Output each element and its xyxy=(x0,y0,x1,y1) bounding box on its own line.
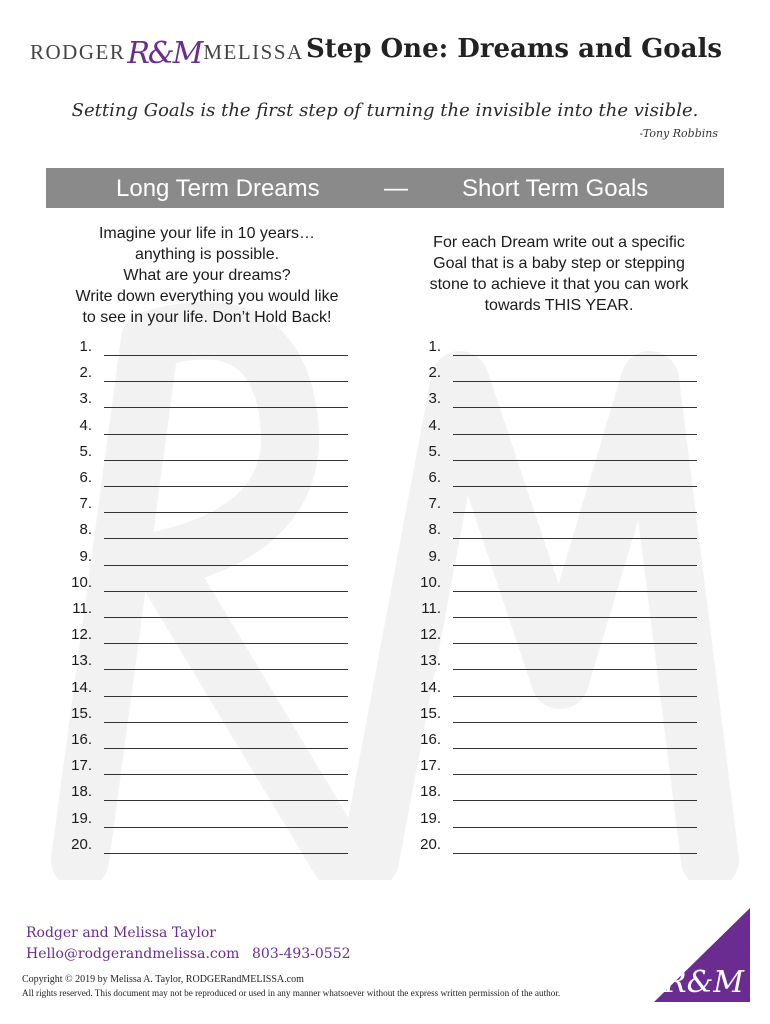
goal-list-item xyxy=(397,757,707,783)
dream-list-item xyxy=(48,626,358,652)
write-in-line[interactable] xyxy=(453,460,697,461)
write-in-line[interactable] xyxy=(453,381,697,382)
dream-list-item xyxy=(48,338,358,364)
write-in-line[interactable] xyxy=(104,722,348,723)
goal-list-item xyxy=(397,574,707,600)
item-number: 12. xyxy=(420,626,441,644)
item-number: 1. xyxy=(79,338,92,355)
item-number: 10. xyxy=(71,573,92,591)
dream-list-item xyxy=(48,574,358,600)
dream-list-item xyxy=(48,469,358,495)
goal-list-item xyxy=(397,626,707,652)
item-number: 13. xyxy=(71,652,92,670)
page-title: Step One: Dreams and Goals xyxy=(305,34,722,64)
item-number: 17. xyxy=(420,757,441,775)
dream-list-item xyxy=(48,443,358,469)
write-in-line[interactable] xyxy=(453,486,697,487)
item-number: 13. xyxy=(420,652,441,670)
goal-list-item xyxy=(397,548,707,574)
write-in-line[interactable] xyxy=(453,643,697,644)
goal-list-item xyxy=(397,836,707,862)
write-in-line[interactable] xyxy=(453,407,697,408)
item-number: 16. xyxy=(71,731,92,748)
goal-list-item xyxy=(397,521,707,547)
goal-list-item xyxy=(397,705,707,731)
item-number: 12. xyxy=(71,626,92,644)
write-in-line[interactable] xyxy=(104,381,348,382)
item-number: 14. xyxy=(420,678,441,696)
item-number: 14. xyxy=(71,678,92,696)
item-number: 5. xyxy=(428,442,441,460)
item-number: 6. xyxy=(428,469,441,486)
footer-email-link[interactable]: Hello@rodgerandmelissa.com xyxy=(26,946,240,962)
item-number: 3. xyxy=(428,390,441,408)
short-term-instructions xyxy=(400,232,718,316)
write-in-line[interactable] xyxy=(453,617,697,618)
write-in-line[interactable] xyxy=(104,434,348,435)
write-in-line[interactable] xyxy=(453,853,697,854)
write-in-line[interactable] xyxy=(104,748,348,749)
goal-list-item xyxy=(397,443,707,469)
corner-logo xyxy=(654,908,750,1002)
dream-list-item xyxy=(48,783,358,809)
goal-list-item xyxy=(397,810,707,836)
dream-list-item xyxy=(48,705,358,731)
item-number: 2. xyxy=(79,364,92,382)
brand-logo xyxy=(30,32,304,71)
item-number: 11. xyxy=(421,600,441,617)
write-in-line[interactable] xyxy=(453,827,697,828)
item-number: 1. xyxy=(428,338,441,355)
rights-notice: All rights reserved. This document may not be reproduced or used in any manner whatsoever without the express written permission of the author. xyxy=(22,988,561,998)
write-in-line[interactable] xyxy=(104,643,348,644)
item-number: 3. xyxy=(79,390,92,408)
write-in-line[interactable] xyxy=(104,800,348,801)
write-in-line[interactable] xyxy=(453,800,697,801)
instruction-line: towards THIS YEAR. xyxy=(484,297,634,314)
dream-list-item xyxy=(48,521,358,547)
dream-list-item xyxy=(48,810,358,836)
footer-name: Rodger and Melissa Taylor xyxy=(26,925,216,941)
item-number: 15. xyxy=(71,704,92,722)
dream-list-item xyxy=(48,600,358,626)
write-in-line[interactable] xyxy=(104,512,348,513)
item-number: 19. xyxy=(71,809,92,827)
item-number: 9. xyxy=(79,547,92,565)
item-number: 10. xyxy=(420,573,441,591)
item-number: 20. xyxy=(420,835,441,853)
goal-list-item xyxy=(397,338,707,364)
dream-list-item xyxy=(48,548,358,574)
instruction-line: anything is possible. xyxy=(134,246,280,263)
long-term-instructions xyxy=(48,223,366,328)
quote-author: -Tony Robbins xyxy=(639,127,718,140)
dream-list-item xyxy=(48,390,358,416)
goal-list-item xyxy=(397,364,707,390)
item-number: 4. xyxy=(428,416,441,434)
goal-list-item xyxy=(397,390,707,416)
goal-list-item xyxy=(397,731,707,757)
instruction-line: stone to achieve it that you can work xyxy=(429,276,689,293)
write-in-line[interactable] xyxy=(453,434,697,435)
item-number: 16. xyxy=(420,731,441,748)
item-number: 7. xyxy=(79,495,92,513)
dream-list-item xyxy=(48,731,358,757)
brand-left: RODGER xyxy=(30,40,126,64)
corner-logo-text: R&M xyxy=(663,965,744,1000)
write-in-line[interactable] xyxy=(453,538,697,539)
item-number: 6. xyxy=(79,469,92,486)
write-in-line[interactable] xyxy=(453,774,697,775)
item-number: 18. xyxy=(420,783,441,801)
item-number: 8. xyxy=(79,521,92,539)
item-number: 7. xyxy=(428,495,441,513)
goal-list-item xyxy=(397,652,707,678)
write-in-line[interactable] xyxy=(453,696,697,697)
write-in-line[interactable] xyxy=(104,486,348,487)
write-in-line[interactable] xyxy=(104,774,348,775)
goal-list-item xyxy=(397,417,707,443)
dream-list-item xyxy=(48,495,358,521)
goal-list-item xyxy=(397,600,707,626)
item-number: 20. xyxy=(71,835,92,853)
goal-list-item xyxy=(397,783,707,809)
write-in-line[interactable] xyxy=(104,538,348,539)
item-number: 2. xyxy=(428,364,441,382)
write-in-line[interactable] xyxy=(104,355,348,356)
banner-short-term: Short Term Goals xyxy=(462,175,649,202)
item-number: 17. xyxy=(71,757,92,775)
write-in-line[interactable] xyxy=(104,696,348,697)
write-in-line[interactable] xyxy=(453,722,697,723)
instruction-line: Goal that is a baby step or stepping xyxy=(433,255,685,272)
write-in-line[interactable] xyxy=(104,565,348,566)
write-in-line[interactable] xyxy=(104,853,348,854)
dream-list-item xyxy=(48,652,358,678)
write-in-line[interactable] xyxy=(104,617,348,618)
brand-right: MELISSA xyxy=(203,40,304,64)
banner-long-term: Long Term Dreams xyxy=(116,175,320,202)
write-in-line[interactable] xyxy=(104,669,348,670)
item-number: 19. xyxy=(420,809,441,827)
dream-list-item xyxy=(48,679,358,705)
write-in-line[interactable] xyxy=(453,748,697,749)
instruction-line: Imagine your life in 10 years… xyxy=(98,225,316,242)
instruction-line: to see in your life. Don’t Hold Back! xyxy=(82,309,332,326)
dream-list-item xyxy=(48,417,358,443)
goal-list-item xyxy=(397,679,707,705)
banner-separator: — xyxy=(384,175,408,202)
item-number: 11. xyxy=(72,600,92,617)
write-in-line[interactable] xyxy=(453,591,697,592)
instruction-line: Write down everything you would like xyxy=(75,288,339,305)
write-in-line[interactable] xyxy=(453,669,697,670)
item-number: 5. xyxy=(79,442,92,460)
goal-list-item xyxy=(397,469,707,495)
instruction-line: For each Dream write out a specific xyxy=(433,234,685,251)
item-number: 18. xyxy=(71,783,92,801)
item-number: 8. xyxy=(428,521,441,539)
item-number: 9. xyxy=(428,547,441,565)
item-number: 4. xyxy=(79,416,92,434)
write-in-line[interactable] xyxy=(104,827,348,828)
section-banner xyxy=(46,168,724,208)
write-in-line[interactable] xyxy=(104,460,348,461)
write-in-line[interactable] xyxy=(104,407,348,408)
footer-phone: 803-493-0552 xyxy=(252,946,351,962)
brand-mark: R&M xyxy=(127,36,202,71)
write-in-line[interactable] xyxy=(453,355,697,356)
dream-list-item xyxy=(48,364,358,390)
instruction-line: What are your dreams? xyxy=(123,267,291,284)
dream-list-item xyxy=(48,836,358,862)
quote-text: Setting Goals is the first step of turning the invisible into the visible. xyxy=(71,100,699,121)
write-in-line[interactable] xyxy=(453,565,697,566)
goal-list-item xyxy=(397,495,707,521)
dream-list-item xyxy=(48,757,358,783)
copyright-notice: Copyright © 2019 by Melissa A. Taylor, RODGERandMELISSA.com xyxy=(22,974,304,985)
write-in-line[interactable] xyxy=(453,512,697,513)
write-in-line[interactable] xyxy=(104,591,348,592)
item-number: 15. xyxy=(420,704,441,722)
